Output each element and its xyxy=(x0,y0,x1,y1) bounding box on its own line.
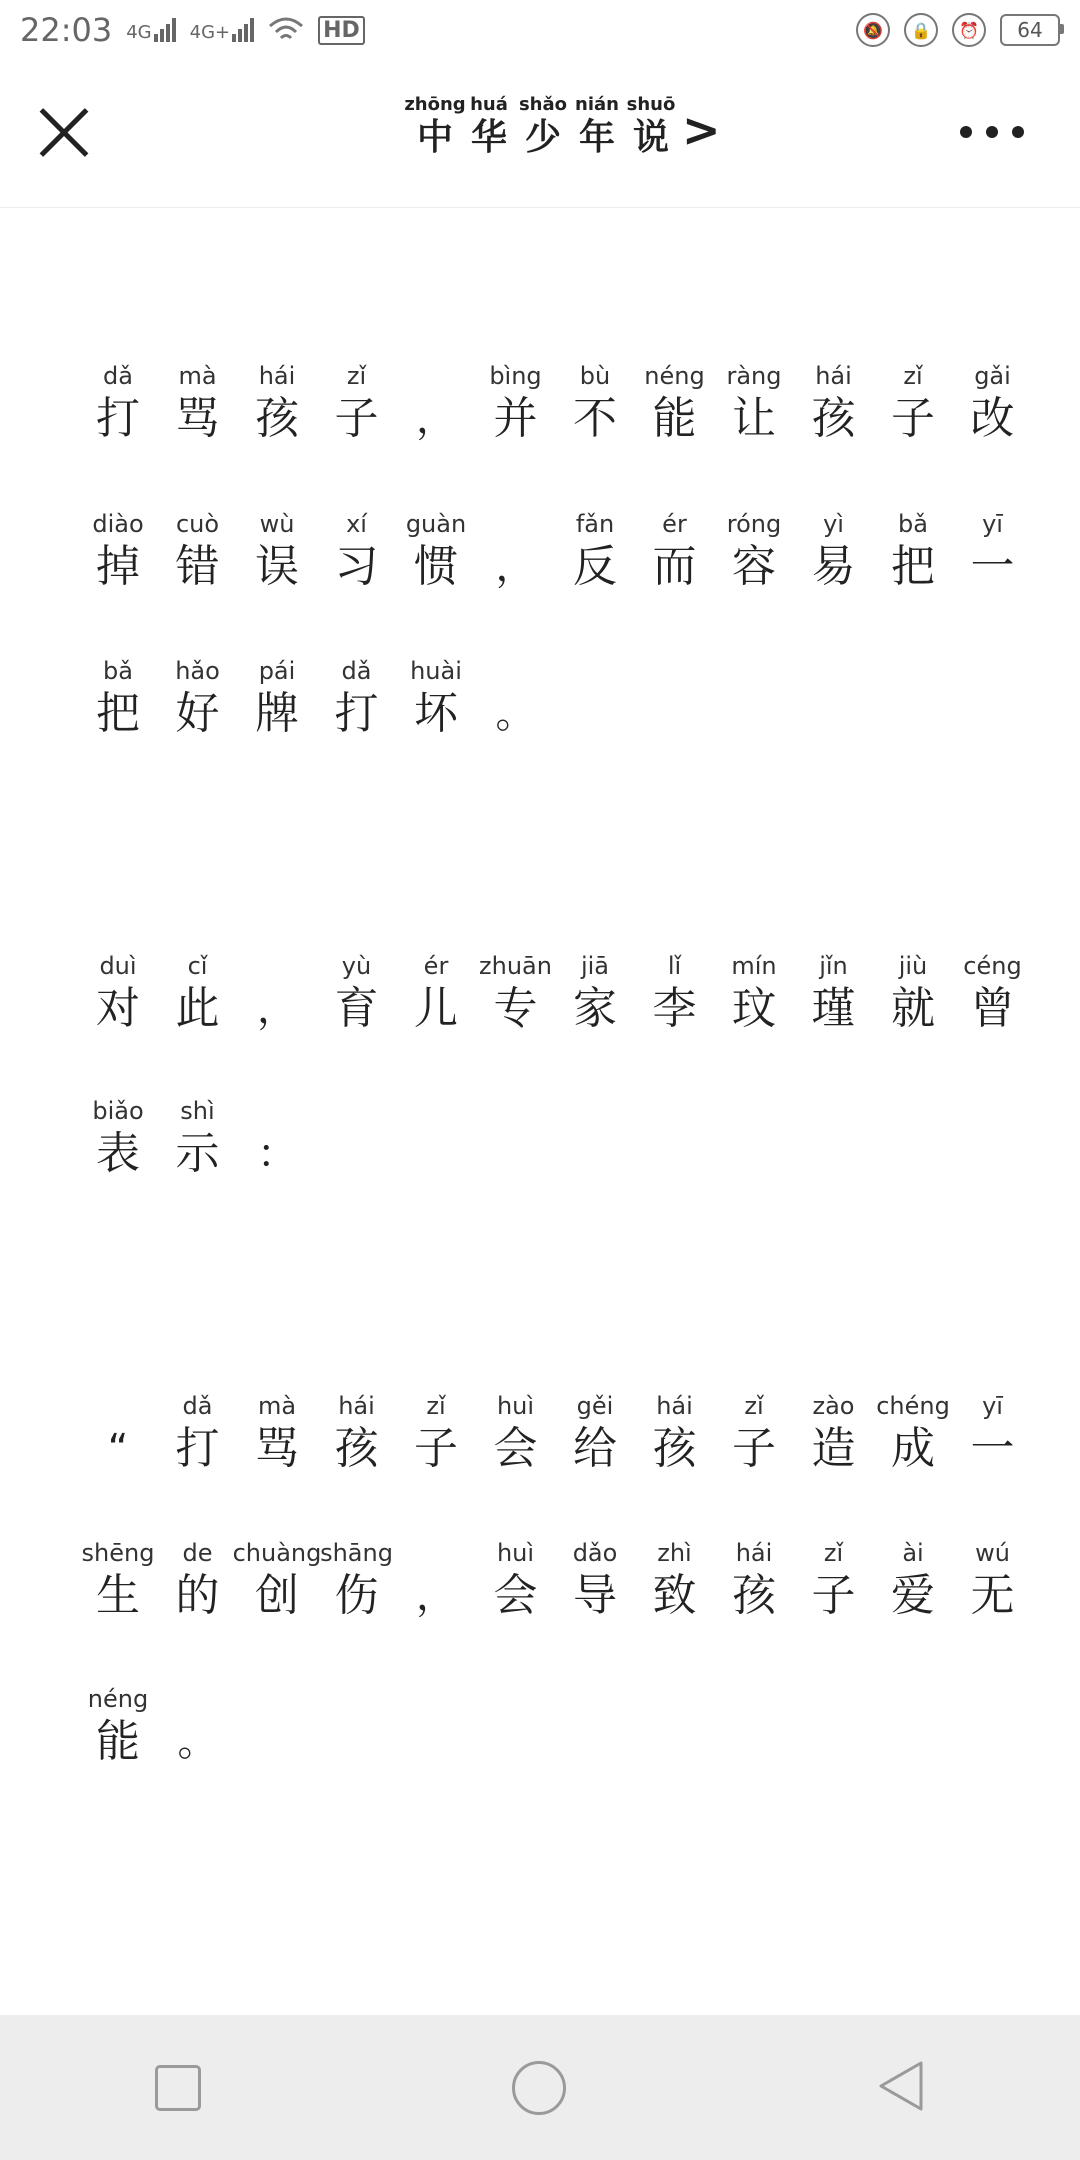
pinyin: róng xyxy=(726,510,782,538)
hanzi: “ xyxy=(107,1426,129,1472)
hanzi: 子 xyxy=(414,1423,458,1474)
hanzi: 玟 xyxy=(732,983,776,1034)
pinyin-char xyxy=(317,360,397,446)
pinyin-char xyxy=(714,1537,794,1623)
pinyin: dǎ xyxy=(103,362,133,390)
pinyin-char xyxy=(635,1390,715,1476)
pinyin: néng xyxy=(87,1685,149,1713)
hanzi: 。 xyxy=(177,1719,218,1765)
hanzi: 骂 xyxy=(255,1423,299,1474)
pinyin-char xyxy=(635,1537,715,1623)
article-line xyxy=(81,1537,1015,1623)
pinyin-char xyxy=(714,360,794,446)
pinyin: hái xyxy=(258,362,296,390)
pinyin-char xyxy=(78,1683,158,1769)
pinyin-char xyxy=(396,655,476,741)
pinyin: zào xyxy=(812,1392,855,1420)
hanzi: 误 xyxy=(255,541,299,592)
pinyin: jǐn xyxy=(819,952,848,980)
pinyin-char xyxy=(476,360,556,446)
hanzi: 。 xyxy=(495,691,536,737)
pinyin-char xyxy=(476,950,556,1036)
pinyin-char xyxy=(953,1537,1033,1623)
pinyin: ài xyxy=(902,1539,924,1567)
signal-icon xyxy=(126,18,175,42)
back-button[interactable] xyxy=(877,2059,925,2117)
signal-icon-2 xyxy=(190,18,254,42)
pinyin: gěi xyxy=(576,1392,614,1420)
status-left xyxy=(20,11,365,49)
pinyin: huài xyxy=(410,657,462,685)
hanzi: ， xyxy=(416,1573,456,1619)
pinyin-char xyxy=(317,1537,397,1623)
pinyin: de xyxy=(182,1539,213,1567)
pinyin: bù xyxy=(579,362,611,390)
pinyin-char xyxy=(635,360,715,446)
article-line xyxy=(90,1095,1010,1181)
punctuation xyxy=(396,1537,476,1623)
hanzi: 易 xyxy=(811,541,856,592)
pinyin-char xyxy=(396,508,476,594)
title-pinyin: shǎo xyxy=(518,94,568,115)
hanzi: 无 xyxy=(970,1570,1015,1621)
pinyin-char xyxy=(953,360,1033,446)
pinyin: bǎ xyxy=(898,510,928,538)
lock-icon: 🔒 xyxy=(904,13,938,47)
title-hanzi: 中 xyxy=(416,117,453,158)
hanzi: 曾 xyxy=(970,983,1015,1034)
pinyin-char xyxy=(794,508,874,594)
pinyin-char xyxy=(714,1390,794,1476)
pinyin-char xyxy=(396,950,476,1036)
pinyin: shēng xyxy=(81,1539,155,1567)
pinyin: jiā xyxy=(580,952,610,980)
back-triangle-icon xyxy=(877,2059,925,2113)
hanzi: 而 xyxy=(652,541,697,592)
hanzi: 表 xyxy=(96,1128,140,1179)
pinyin-char xyxy=(794,360,874,446)
mute-icon: 🔕 xyxy=(856,13,890,47)
pinyin: zǐ xyxy=(903,362,923,390)
title-hanzi: 少 xyxy=(524,117,561,158)
hanzi: 爱 xyxy=(891,1570,935,1621)
hanzi: 专 xyxy=(493,983,538,1034)
pinyin: yī xyxy=(982,1392,1003,1420)
hanzi: 孩 xyxy=(334,1423,379,1474)
pinyin-char xyxy=(78,508,158,594)
hanzi: 伤 xyxy=(334,1570,379,1621)
hanzi: 孩 xyxy=(652,1423,697,1474)
hanzi: 错 xyxy=(175,541,220,592)
hanzi: 创 xyxy=(255,1570,299,1621)
hanzi: 导 xyxy=(573,1570,617,1621)
pinyin: gǎi xyxy=(974,362,1011,390)
pinyin: zhuān xyxy=(479,952,552,980)
hanzi: 能 xyxy=(652,393,697,444)
pinyin: bǎ xyxy=(103,657,133,685)
pinyin-char xyxy=(714,508,794,594)
article-line xyxy=(90,1390,1015,1476)
pinyin-char xyxy=(158,508,238,594)
hanzi: 成 xyxy=(891,1423,935,1474)
hanzi: 会 xyxy=(493,1423,538,1474)
pinyin: yī xyxy=(982,510,1003,538)
title-pinyin: zhōng xyxy=(404,94,466,115)
title-char xyxy=(462,94,516,160)
hanzi: 打 xyxy=(334,688,379,739)
pinyin-char xyxy=(78,1537,158,1623)
hanzi: 不 xyxy=(573,393,617,444)
pinyin-char xyxy=(158,655,238,741)
punctuation xyxy=(237,950,317,1036)
status-time: 22:03 xyxy=(20,11,113,49)
pinyin-char xyxy=(635,950,715,1036)
punctuation xyxy=(476,655,556,741)
pinyin: pái xyxy=(258,657,296,685)
hanzi: 把 xyxy=(96,688,140,739)
network-type-2: 4G+ xyxy=(189,22,231,43)
pinyin: hái xyxy=(815,362,852,390)
pinyin: duì xyxy=(99,952,137,980)
hanzi: 打 xyxy=(96,393,140,444)
hanzi: 能 xyxy=(96,1716,140,1767)
hanzi: 反 xyxy=(573,541,617,592)
pinyin-char xyxy=(873,508,953,594)
pinyin: zhì xyxy=(657,1539,692,1567)
hanzi: ， xyxy=(257,986,297,1032)
hanzi: 一 xyxy=(970,1423,1015,1474)
pinyin-char xyxy=(317,655,397,741)
pinyin: mín xyxy=(731,952,777,980)
pinyin: yù xyxy=(341,952,372,980)
pinyin: céng xyxy=(963,952,1022,980)
chevron-right-icon: > xyxy=(682,103,721,157)
hanzi: 容 xyxy=(732,541,776,592)
pinyin: huì xyxy=(496,1539,535,1567)
pinyin: xí xyxy=(346,510,367,538)
pinyin: hái xyxy=(656,1392,693,1420)
hanzi: 育 xyxy=(334,983,379,1034)
pinyin-char xyxy=(237,1390,317,1476)
pinyin-char xyxy=(237,655,317,741)
pinyin-char xyxy=(158,360,238,446)
hanzi: 孩 xyxy=(732,1570,776,1621)
pinyin-char xyxy=(555,508,635,594)
pinyin-char xyxy=(237,508,317,594)
pinyin: chéng xyxy=(876,1392,950,1420)
network-type-1: 4G xyxy=(126,22,152,43)
pinyin: zǐ xyxy=(744,1392,764,1420)
pinyin-char xyxy=(317,508,397,594)
hanzi: 打 xyxy=(175,1423,220,1474)
title-pinyin: huá xyxy=(470,94,508,115)
hanzi: 瑾 xyxy=(811,983,856,1034)
pinyin: dǎ xyxy=(341,657,372,685)
hanzi: 牌 xyxy=(255,688,299,739)
hanzi: 子 xyxy=(811,1570,856,1621)
pinyin-char xyxy=(78,1095,158,1181)
hanzi: 坏 xyxy=(414,688,458,739)
close-button[interactable] xyxy=(36,104,92,160)
pinyin: ér xyxy=(662,510,687,538)
article-line xyxy=(87,1683,1010,1769)
title-char xyxy=(570,94,624,160)
hanzi: 一 xyxy=(970,541,1015,592)
hanzi: ， xyxy=(495,544,536,590)
pinyin: shì xyxy=(180,1097,215,1125)
title-char xyxy=(624,94,678,160)
title-hanzi: 年 xyxy=(578,117,615,158)
hanzi: 骂 xyxy=(175,393,220,444)
pinyin-char xyxy=(635,508,715,594)
hanzi: 造 xyxy=(811,1423,856,1474)
article-line xyxy=(90,508,1015,594)
hanzi: 习 xyxy=(334,541,379,592)
pinyin-char xyxy=(873,360,953,446)
hanzi: 对 xyxy=(96,983,140,1034)
hanzi: 掉 xyxy=(96,541,140,592)
pinyin: cuò xyxy=(175,510,220,538)
pinyin: zǐ xyxy=(346,362,367,390)
hanzi: ， xyxy=(416,396,456,442)
recent-apps-button[interactable] xyxy=(155,2065,201,2111)
hanzi: 孩 xyxy=(255,393,299,444)
pinyin-char xyxy=(794,950,874,1036)
hanzi: 的 xyxy=(175,1570,220,1621)
pinyin: jiù xyxy=(898,952,928,980)
pinyin-char xyxy=(555,1537,635,1623)
hanzi: 给 xyxy=(573,1423,617,1474)
hanzi: 子 xyxy=(334,393,379,444)
status-right xyxy=(856,13,1060,47)
pinyin-char xyxy=(396,1390,476,1476)
pinyin: fǎn xyxy=(575,510,615,538)
hanzi: 好 xyxy=(175,688,220,739)
pinyin: zǐ xyxy=(823,1539,844,1567)
alarm-icon: ⏰ xyxy=(952,13,986,47)
pinyin: huì xyxy=(496,1392,535,1420)
pinyin-char xyxy=(317,1390,397,1476)
punctuation xyxy=(396,360,476,446)
more-options-button[interactable] xyxy=(960,126,1024,138)
hanzi: 此 xyxy=(175,983,220,1034)
pinyin-char xyxy=(794,1390,874,1476)
pinyin-char xyxy=(476,1537,556,1623)
battery-icon: 64 xyxy=(1000,14,1060,46)
article-line xyxy=(90,950,1022,1036)
navigation-bar xyxy=(0,2015,1080,2160)
pinyin-char xyxy=(555,1390,635,1476)
hanzi: 生 xyxy=(96,1570,140,1621)
hanzi: 会 xyxy=(493,1570,538,1621)
hanzi: 改 xyxy=(970,393,1015,444)
pinyin-char xyxy=(953,950,1033,1036)
pinyin-char xyxy=(794,1537,874,1623)
pinyin-char xyxy=(158,950,238,1036)
hanzi: 并 xyxy=(493,393,538,444)
hanzi: 让 xyxy=(732,393,776,444)
pinyin-char xyxy=(953,508,1033,594)
title-pinyin: shuō xyxy=(626,94,676,115)
pinyin: diào xyxy=(92,510,144,538)
pinyin: néng xyxy=(644,362,705,390)
title-char xyxy=(516,94,570,160)
punctuation xyxy=(158,1683,238,1769)
pinyin-char xyxy=(237,360,317,446)
pinyin-char xyxy=(873,1390,953,1476)
status-bar xyxy=(0,0,1080,60)
hanzi: 把 xyxy=(891,541,935,592)
hanzi: 示 xyxy=(175,1128,220,1179)
hanzi: 就 xyxy=(891,983,935,1034)
pinyin-char xyxy=(158,1537,238,1623)
pinyin: chuàng xyxy=(232,1539,322,1567)
pinyin: biǎo xyxy=(92,1097,144,1125)
pinyin: wú xyxy=(975,1539,1010,1567)
title-char xyxy=(404,94,466,160)
punctuation xyxy=(476,508,556,594)
pinyin: ràng xyxy=(726,362,782,390)
pinyin-char xyxy=(873,1537,953,1623)
pinyin-char xyxy=(555,950,635,1036)
title-hanzi: 华 xyxy=(470,117,507,158)
pinyin-char xyxy=(78,950,158,1036)
hanzi: 孩 xyxy=(811,393,856,444)
punctuation xyxy=(78,1390,158,1476)
pinyin-char xyxy=(953,1390,1033,1476)
hanzi: 李 xyxy=(652,983,697,1034)
pinyin-char xyxy=(158,1390,238,1476)
pinyin-char xyxy=(555,360,635,446)
hanzi: 致 xyxy=(652,1570,697,1621)
pinyin: dǎo xyxy=(572,1539,618,1567)
hanzi: 儿 xyxy=(414,983,458,1034)
pinyin-char xyxy=(873,950,953,1036)
pinyin-char xyxy=(78,360,158,446)
hanzi: 子 xyxy=(891,393,935,444)
pinyin-char xyxy=(78,655,158,741)
hd-icon: HD xyxy=(318,16,365,45)
pinyin: mà xyxy=(178,362,217,390)
pinyin-char xyxy=(317,950,397,1036)
title-hanzi: 说 xyxy=(632,117,669,158)
pinyin: yì xyxy=(823,510,844,538)
hanzi: 惯 xyxy=(414,541,458,592)
pinyin: hǎo xyxy=(175,657,220,685)
pinyin: cǐ xyxy=(187,952,208,980)
pinyin: hái xyxy=(338,1392,375,1420)
page-title[interactable] xyxy=(404,94,721,160)
pinyin-char xyxy=(476,1390,556,1476)
pinyin: dǎ xyxy=(182,1392,213,1420)
pinyin: mà xyxy=(257,1392,297,1420)
pinyin: shāng xyxy=(320,1539,393,1567)
hanzi: 子 xyxy=(732,1423,776,1474)
home-button[interactable] xyxy=(512,2061,566,2115)
article-line xyxy=(90,655,1010,741)
wifi-icon xyxy=(268,16,304,44)
pinyin: bìng xyxy=(489,362,542,390)
pinyin: hái xyxy=(735,1539,773,1567)
pinyin: zǐ xyxy=(426,1392,446,1420)
pinyin-char xyxy=(714,950,794,1036)
article-line xyxy=(90,360,1015,446)
pinyin: guàn xyxy=(405,510,467,538)
pinyin: wù xyxy=(259,510,295,538)
pinyin: ér xyxy=(423,952,449,980)
punctuation xyxy=(237,1095,317,1181)
hanzi: ： xyxy=(257,1131,297,1177)
pinyin: lǐ xyxy=(667,952,682,980)
pinyin-char xyxy=(232,1537,322,1623)
title-pinyin: nián xyxy=(575,94,619,115)
hanzi: 家 xyxy=(573,983,617,1034)
pinyin-char xyxy=(158,1095,238,1181)
title-bar xyxy=(0,60,1080,208)
